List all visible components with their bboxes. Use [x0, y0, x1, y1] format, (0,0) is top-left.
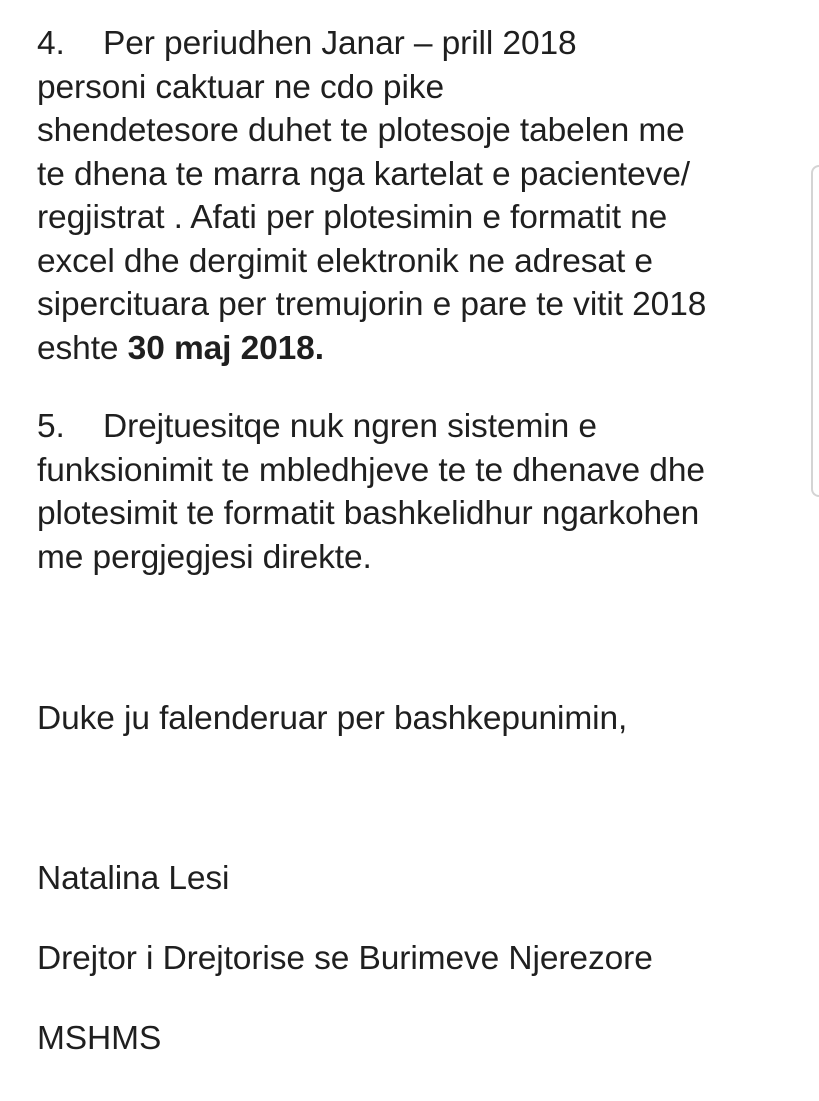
signer-title: Drejtor i Drejtorise se Burimeve Njerezore [37, 940, 653, 977]
paragraph-5-body: funksionimit te mbledhjeve te te dhenave dhe plotesimit te formatit bashkelidhur ngarkohen me pergjegjesi direkte. [37, 451, 705, 576]
paragraph-5-number: 5. [37, 408, 65, 445]
paragraph-5-first-line: Drejtuesitqe nuk ngren sistemin e [103, 408, 597, 445]
paragraph-4 [37, 22, 706, 370]
signer-organization: MSHMS [37, 1020, 162, 1057]
paragraph-4-first-line: Per periudhen Janar – prill 2018 [103, 25, 577, 62]
paragraph-4-deadline: 30 maj 2018. [127, 329, 324, 367]
paragraph-4-body: personi caktuar ne cdo pike shendetesore duhet te plotesoje tabelen me te dhena te marra nga kartelat e pacienteve/ regjistrat . Afati per plotesimin e formatit ne excel dhe dergimit elektronik ne adresat e sipercituara per tremujorin e pare te vitit 2018 eshte [37, 68, 707, 367]
paragraph-5 [37, 405, 705, 579]
signer-name: Natalina Lesi [37, 860, 230, 897]
edge-panel-handle[interactable] [811, 165, 819, 497]
closing-line: Duke ju falenderuar per bashkepunimin, [37, 700, 628, 737]
paragraph-4-number: 4. [37, 25, 65, 62]
